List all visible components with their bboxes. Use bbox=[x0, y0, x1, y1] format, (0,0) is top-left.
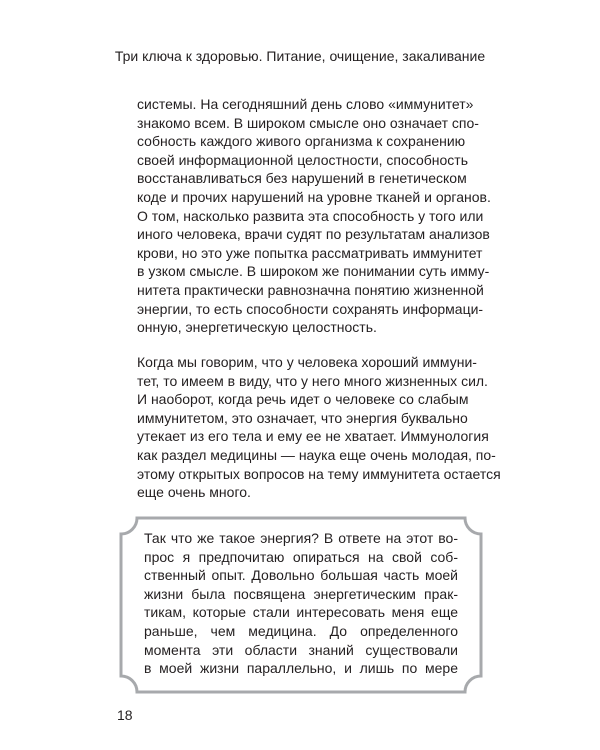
page-number: 18 bbox=[117, 707, 133, 723]
text-line: в моей жизни параллельно, и лишь по мере bbox=[144, 660, 458, 677]
text-line: иного человека, врачи судят по результатам анализов bbox=[137, 226, 490, 243]
text-line: И наоборот, когда речь идет о человеке со слабым bbox=[137, 391, 469, 408]
text-line: коде и прочих нарушений на уровне тканей и органов. bbox=[137, 188, 491, 205]
text-line: О том, насколько развита эта способность у того или bbox=[137, 207, 484, 224]
text-line: тет, то имеем в виду, что у него много жизненных сил. bbox=[137, 372, 488, 389]
paragraph-immunity-definition bbox=[137, 95, 491, 337]
text-line: крови, но это уже попытка рассматривать иммунитет bbox=[137, 244, 483, 261]
text-line: Когда мы говорим, что у человека хороший иммуни- bbox=[137, 354, 477, 370]
text-line: тикам, которые стали интересовать меня еще bbox=[144, 604, 458, 621]
text-line: собность каждого живого организма к сохранению bbox=[137, 133, 466, 150]
running-header: Три ключа к здоровью. Питание, очищение, закаливание bbox=[114, 48, 486, 64]
text-line: раньше, чем медицина. До определенного bbox=[144, 622, 458, 639]
text-line: системы. На сегодняшний день слово «иммунитет» bbox=[137, 96, 474, 112]
text-line: момента эти области знаний существовали bbox=[144, 641, 458, 658]
text-line: как раздел медицины — наука еще очень молодая, по- bbox=[137, 446, 496, 463]
text-line: восстанавливаться без нарушений в генетическом bbox=[137, 170, 467, 187]
text-line: онную, энергетическую целостность. bbox=[137, 319, 377, 336]
text-line: еще очень много. bbox=[137, 484, 251, 501]
text-line: в узком смысле. В широком же понимании суть имму- bbox=[137, 263, 490, 280]
text-line: нитета практически равнозначна понятию жизненной bbox=[137, 281, 484, 298]
text-line: ственный опыт. Довольно большая часть моей bbox=[144, 567, 458, 584]
text-line: жизни была посвящена энергетическим прак- bbox=[144, 585, 458, 602]
text-line: Так что же такое энергия? В ответе на этот во- bbox=[144, 530, 458, 546]
text-line: иммунитетом, это означает, что энергия буквально bbox=[137, 409, 468, 426]
text-line: прос я предпочитаю опираться на свой соб- bbox=[144, 548, 458, 565]
text-line: энергии, то есть способности сохранять информаци- bbox=[137, 300, 484, 317]
callout-text bbox=[144, 529, 458, 678]
text-line: утекает из его тела и ему ее не хватает. Иммунология bbox=[137, 428, 489, 445]
text-line: знакомо всем. В широком смысле оно означает спо- bbox=[137, 114, 479, 131]
paragraph-immunity-energy bbox=[137, 353, 501, 502]
text-line: своей информационной целостности, способность bbox=[137, 151, 468, 168]
text-line: этому открытых вопросов на тему иммунитета остается bbox=[137, 465, 501, 482]
